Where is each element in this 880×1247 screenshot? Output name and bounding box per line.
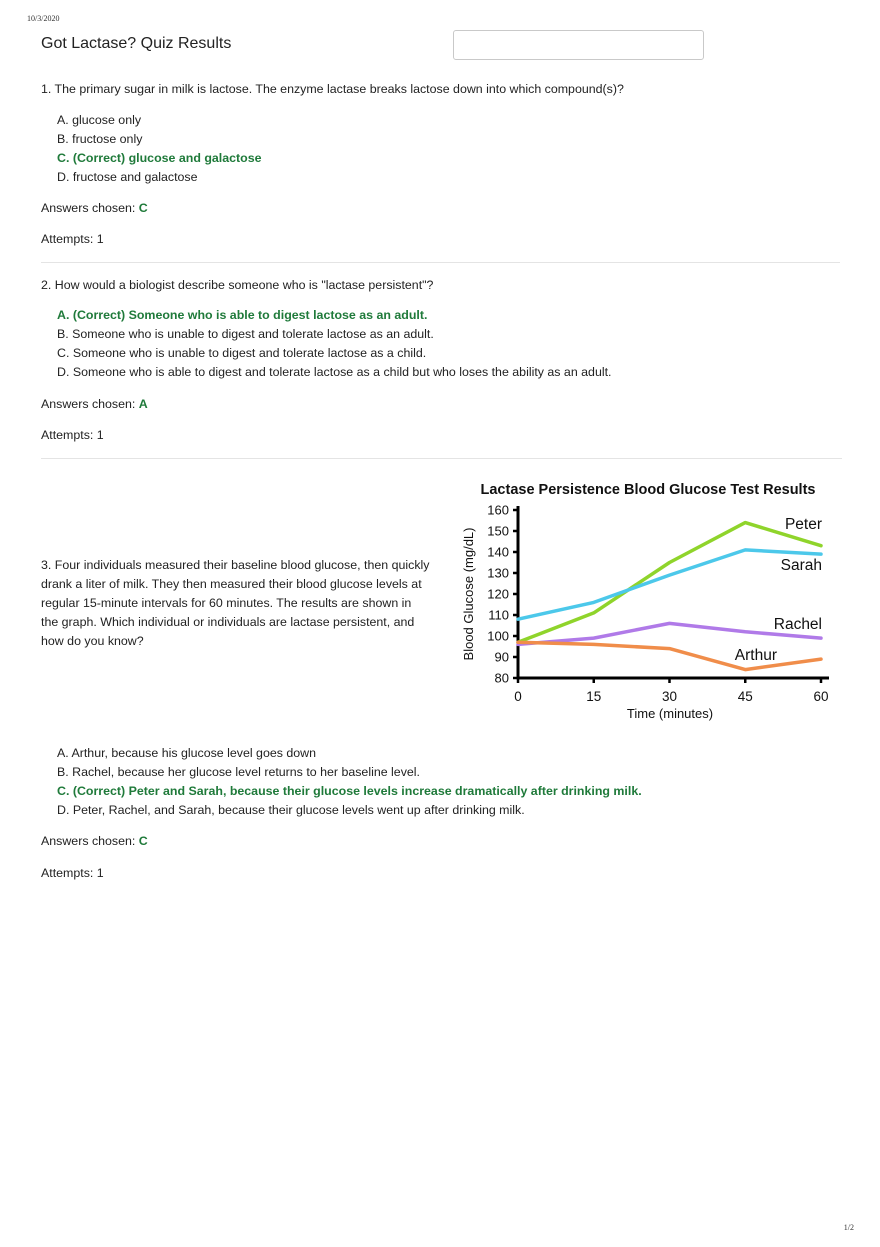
chart-y-tick-label: 90 <box>494 649 509 665</box>
question-1-answers-chosen <box>41 199 148 218</box>
question-3-option-a: A. Arthur, because his glucose level goes down <box>57 746 316 760</box>
chart-y-tick-label: 150 <box>487 523 509 539</box>
question-1-option-b: B. fructose only <box>57 132 143 146</box>
chart-y-axis-label: Blood Glucose (mg/dL) <box>461 527 476 661</box>
question-2-option-a-correct: A. (Correct) Someone who is able to digest lactose as an adult. <box>57 308 428 322</box>
answer-chosen-value: A <box>138 397 148 411</box>
chart-y-tick-label: 160 <box>487 502 509 518</box>
question-2-prompt: 2. How would a biologist describe someone who is "lactase persistent"? <box>41 278 434 292</box>
question-3-option-b: B. Rachel, because her glucose level returns to her baseline level. <box>57 765 420 779</box>
divider <box>41 458 842 459</box>
question-1-attempts: Attempts: 1 <box>41 232 104 246</box>
divider <box>41 262 840 263</box>
answers-chosen-label: Answers chosen: <box>41 834 139 848</box>
question-3-prompt: 3. Four individuals measured their baseline blood glucose, then quickly drank a liter of milk. They then measured their blood glucose levels at regular 15-minute intervals for 60 minutes. The results are shown in the graph. Which individual or individuals are lactase persistent, and how do you know? <box>41 558 430 648</box>
chart-series-label-sarah: Sarah <box>780 557 822 574</box>
chart-x-tick-label: 60 <box>813 689 829 704</box>
question-3-option-c-correct: C. (Correct) Peter and Sarah, because their glucose levels increase dramatically after drinking milk. <box>57 784 642 798</box>
chart-y-tick-label: 80 <box>494 670 509 686</box>
answer-chosen-value: C <box>138 201 148 215</box>
chart-x-tick-label: 30 <box>661 689 678 704</box>
print-date: 10/3/2020 <box>27 14 60 23</box>
question-1-option-c-correct: C. (Correct) glucose and galactose <box>57 151 262 165</box>
question-2-option-d: D. Someone who is able to digest and tolerate lactose as a child but who loses the ability as an adult. <box>57 365 612 379</box>
question-3-attempts: Attempts: 1 <box>41 866 104 880</box>
question-3-option-d: D. Peter, Rachel, and Sarah, because their glucose levels went up after drinking milk. <box>57 803 525 817</box>
question-1-prompt: 1. The primary sugar in milk is lactose. The enzyme lactase breaks lactose down into which compound(s)? <box>41 82 624 96</box>
chart-x-axis-label: Time (minutes) <box>626 706 714 721</box>
page-title: Got Lactase? Quiz Results <box>41 35 232 52</box>
chart-y-tick-label: 120 <box>487 586 509 602</box>
chart-y-tick-label: 140 <box>487 544 509 560</box>
chart-y-tick-label: 130 <box>487 565 509 581</box>
question-2-attempts: Attempts: 1 <box>41 428 104 442</box>
question-1-option-a: A. glucose only <box>57 113 142 127</box>
chart-y-tick-label: 100 <box>487 628 509 644</box>
question-1-option-d: D. fructose and galactose <box>57 170 198 184</box>
chart-x-tick-label: 45 <box>737 689 753 704</box>
chart-x-tick-label: 15 <box>586 689 602 704</box>
answers-chosen-label: Answers chosen: <box>41 397 139 411</box>
question-2-answers-chosen <box>41 395 148 414</box>
answers-chosen-label: Answers chosen: <box>41 201 139 215</box>
chart-series-label-peter: Peter <box>784 516 822 533</box>
chart-series-line-sarah <box>518 550 821 619</box>
chart-series-label-rachel: Rachel <box>773 616 822 633</box>
answer-chosen-value: C <box>138 834 148 848</box>
question-3-answers-chosen <box>41 832 148 851</box>
glucose-line-chart <box>455 476 845 726</box>
chart-y-tick-label: 110 <box>488 607 509 623</box>
question-2-option-c: C. Someone who is unable to digest and tolerate lactose as a child. <box>57 346 427 360</box>
chart-x-tick-label: 0 <box>514 689 522 704</box>
chart-title: Lactase Persistence Blood Glucose Test Results <box>480 482 816 498</box>
chart-series-labels <box>735 516 822 664</box>
question-2-option-b: B. Someone who is unable to digest and tolerate lactose as an adult. <box>57 327 434 341</box>
chart-series-label-arthur: Arthur <box>734 647 777 664</box>
name-input-box[interactable] <box>453 30 704 60</box>
page-number: 1/2 <box>843 1223 854 1232</box>
